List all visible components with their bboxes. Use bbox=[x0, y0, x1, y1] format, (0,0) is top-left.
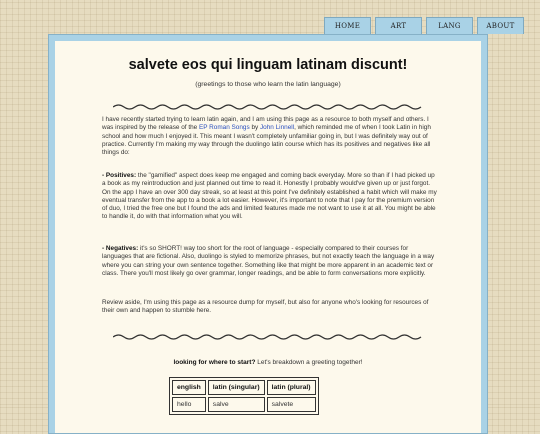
vocab-cell: salve bbox=[208, 397, 265, 412]
intro-paragraph bbox=[102, 116, 438, 157]
wave-divider-bottom bbox=[113, 333, 423, 341]
intro-text-2: by bbox=[249, 124, 260, 132]
content-area bbox=[55, 41, 481, 433]
vocab-cell: salvete bbox=[267, 397, 316, 412]
vocab-header-english: english bbox=[172, 380, 206, 395]
ep-roman-songs-link[interactable]: EP Roman Songs bbox=[198, 124, 250, 132]
content-frame bbox=[48, 34, 488, 434]
breakdown-label: looking for where to start? bbox=[173, 359, 256, 366]
positives-label: - Positives: bbox=[102, 172, 137, 179]
nav-tab-lang[interactable]: LANG bbox=[426, 17, 473, 34]
negatives-paragraph bbox=[102, 245, 438, 278]
top-nav bbox=[324, 17, 524, 34]
negatives-label: - Negatives: bbox=[102, 245, 139, 252]
positives-paragraph bbox=[102, 172, 438, 222]
intro-text-3: , which reminded me of when I took Latin in high school and how much I enjoyed it. This meant I wasn't completely unfamiliar going in, but I was definitely way out of practice. Currently I'm making my way through the duolingo latin course which has its positives and negatives like all things do: bbox=[102, 124, 431, 157]
nav-tab-about[interactable]: ABOUT bbox=[477, 17, 524, 34]
vocab-header-latin-plural: latin (plural) bbox=[267, 380, 316, 395]
nav-tab-home[interactable]: HOME bbox=[324, 17, 371, 34]
vocab-header-latin-singular: latin (singular) bbox=[208, 380, 265, 395]
review-paragraph: Review aside, I'm using this page as a resource dump for myself, but also for anyone who's looking for resources of their own and happen to stumble here. bbox=[102, 299, 429, 315]
vocab-cell: hello bbox=[172, 397, 206, 412]
positives-text: the "gamified" aspect does keep me engaged and coming back everyday. More so than if I had picked up a book as my reintroduction and just planned out time to read it. Honestly I probably would've given up or just forgot. On the app I have an over 300 day streak, so at least at this point I've definitely established a habit which will make my eventual transfer from the app to a book a lot easier. However, it's important to note that I pay for the premium version of duo, I tried the free one but I found the ads and limited features made me not want to use it at all. You might be able to handle it, do with that information what you will. bbox=[102, 172, 437, 221]
negatives-text: it's so SHORT! way too short for the root of language - especially compared to their courses for languages that are fictional. Also, duolingo is styled to memorize phrases, but not exactly teach the language in a way where you can string your own sentence together. Something like that might be more apparent in an academic text or class. There you'll most likely go over grammar, longer readings, and be able to form conversations more explicitly. bbox=[102, 245, 435, 277]
page-subtitle: (greetings to those who learn the latin language) bbox=[195, 81, 341, 88]
john-linnell-link[interactable]: John Linnell bbox=[259, 124, 295, 132]
nav-tab-art[interactable]: ART bbox=[375, 17, 422, 34]
intro-text-1: I have recently started trying to learn latin again, and I am using this page as a resource to both myself and others. I was inspired by the release of the bbox=[102, 116, 429, 132]
page-title: salvete eos qui linguam latinam discunt! bbox=[128, 57, 408, 73]
vocab-table bbox=[169, 377, 319, 415]
breakdown-heading bbox=[55, 359, 481, 366]
breakdown-text: Let's breakdown a greeting together! bbox=[255, 359, 363, 366]
vocab-header-row bbox=[172, 380, 316, 395]
wave-divider-top bbox=[113, 103, 423, 111]
